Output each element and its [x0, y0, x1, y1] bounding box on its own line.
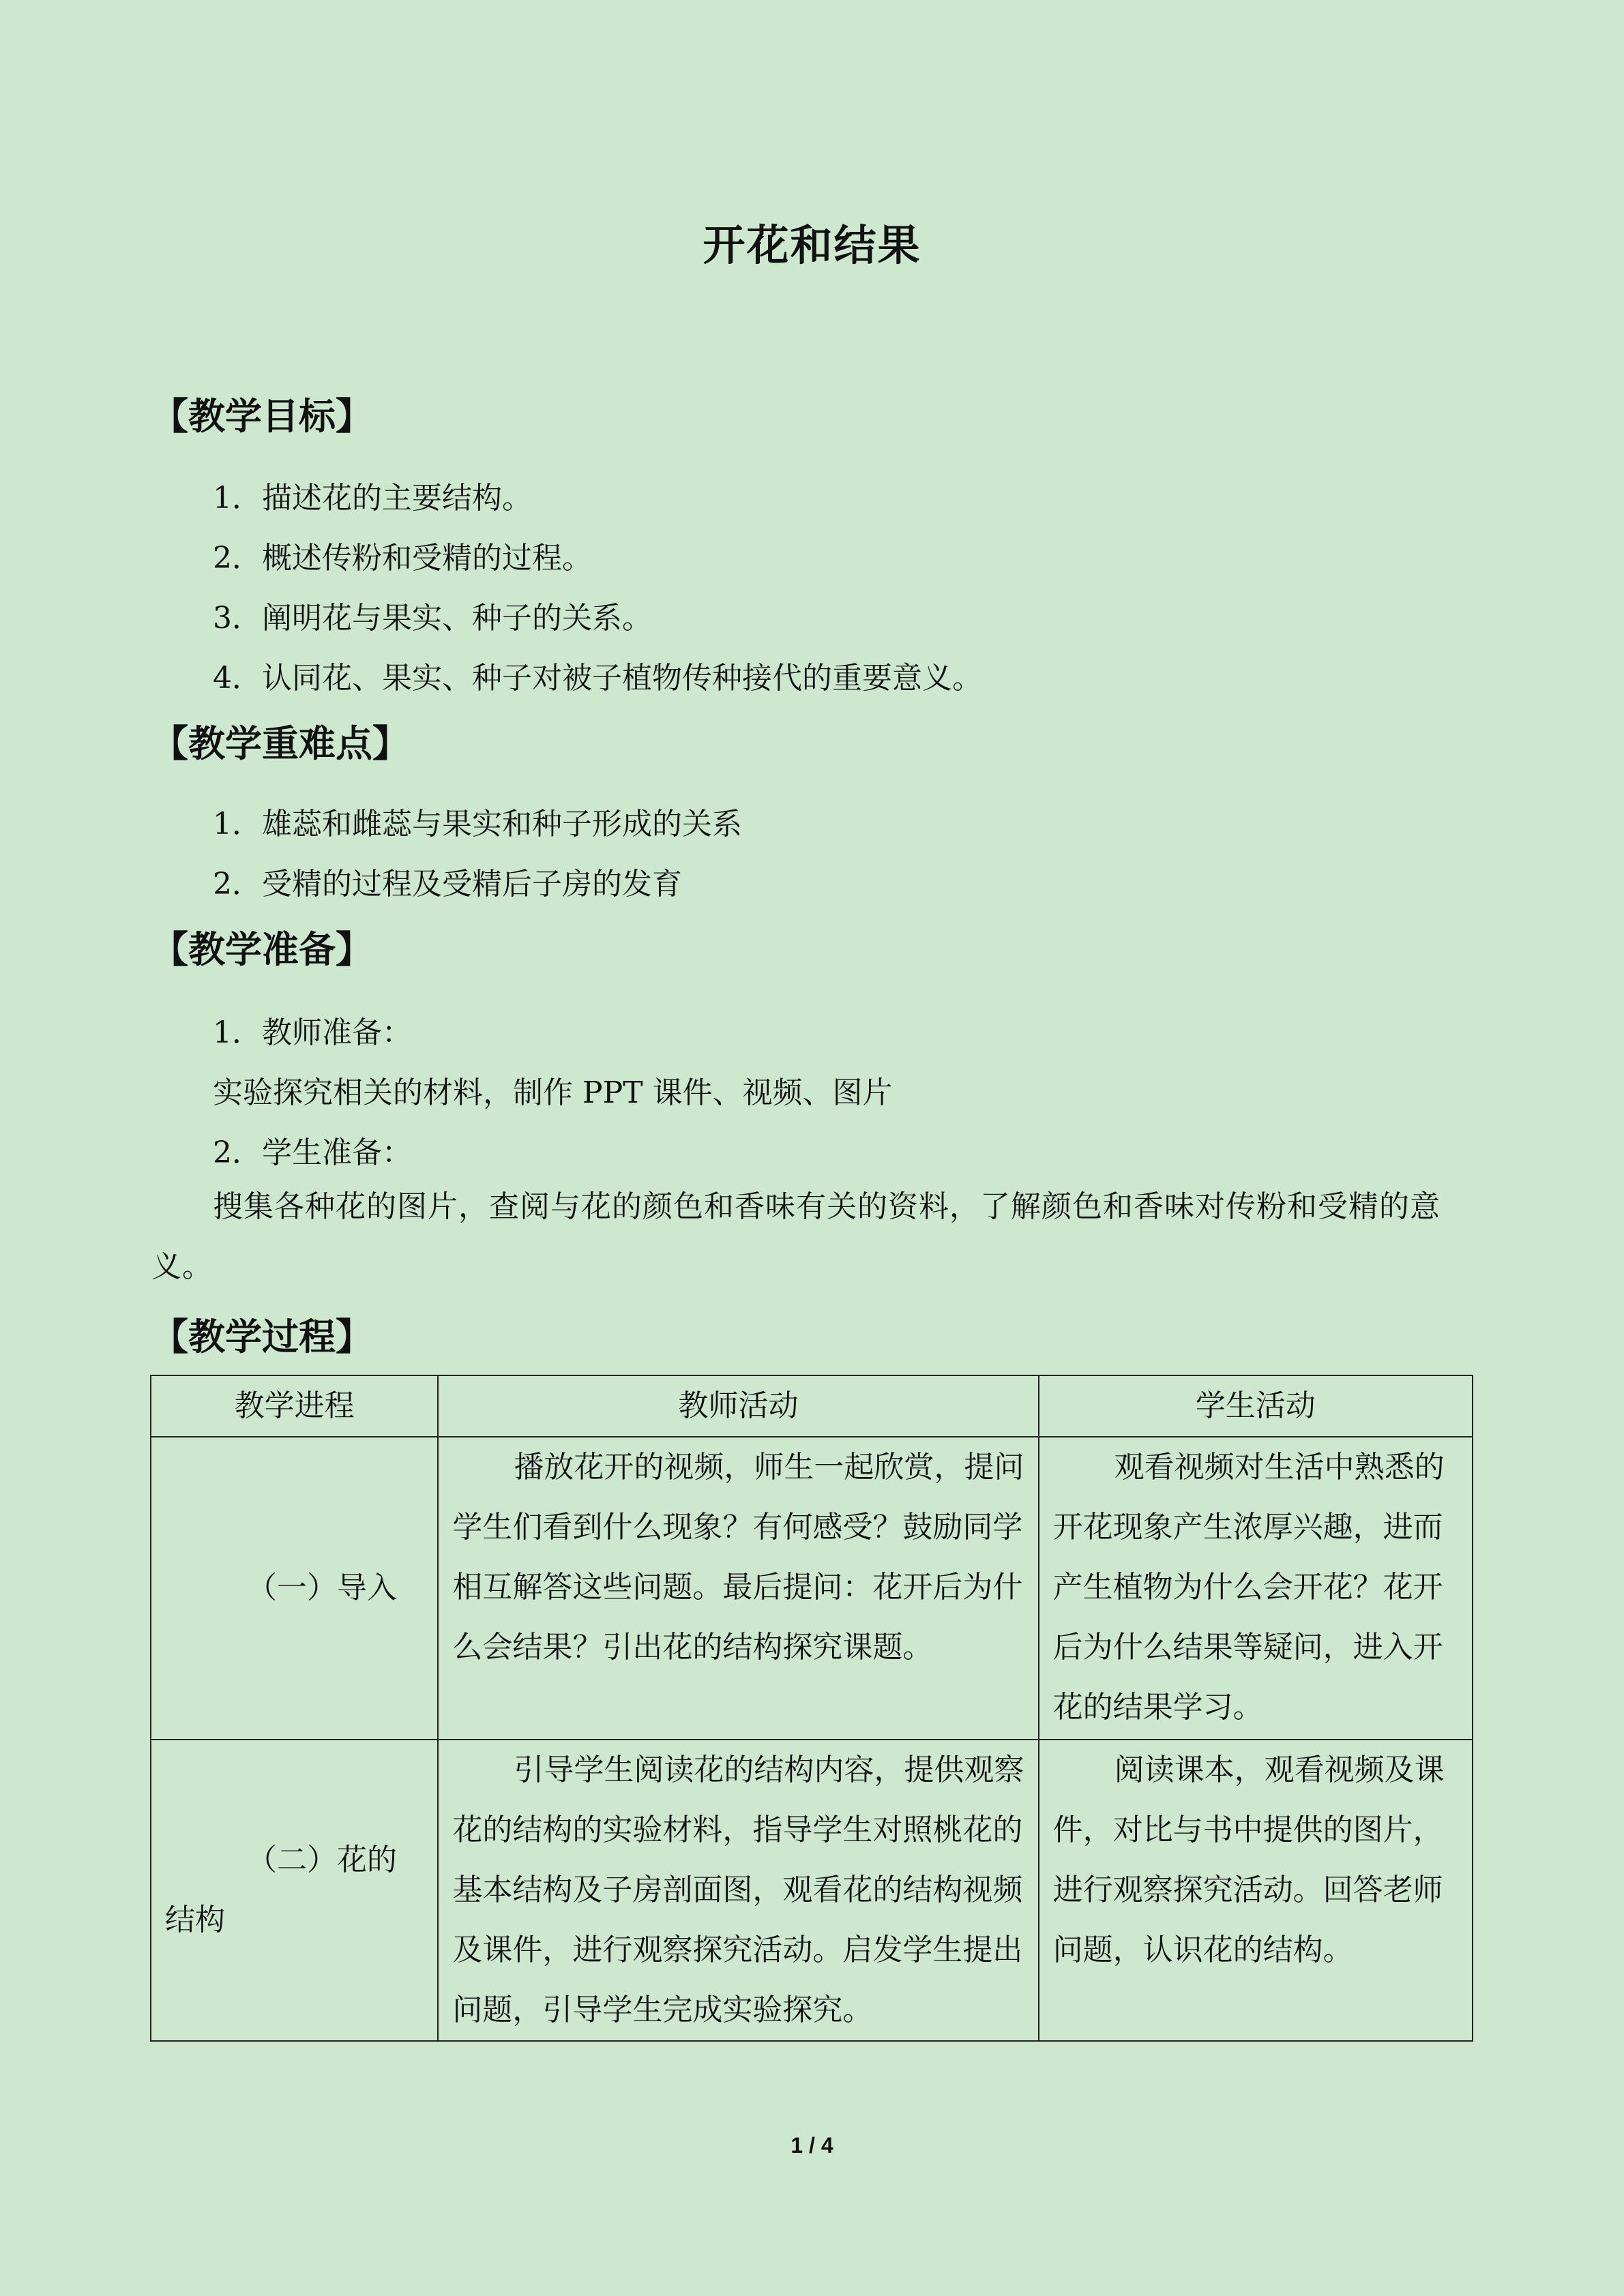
section-heading-key-points: 【教学重难点】 [151, 722, 409, 765]
table-row [151, 1437, 1473, 1740]
goal-item: 1．描述花的主要结构。 [213, 481, 532, 516]
section-heading-process: 【教学过程】 [151, 1315, 372, 1358]
table-header-row [151, 1375, 1473, 1437]
teacher-activity: 播放花开的视频，师生一起欣赏，提问学生们看到什么现象？有何感受？鼓励同学相互解答这些问题。最后提问：花开后为什么会结果？引出花的结构探究课题。 [452, 1450, 1024, 1665]
teacher-prep-text: 实验探究相关的材料，制作 PPT 课件、视频、图片 [213, 1075, 893, 1110]
column-header-stage: 教学进程 [151, 1375, 438, 1437]
section-heading-preparation: 【教学准备】 [151, 928, 372, 971]
student-prep-label: 2．学生准备： [213, 1135, 412, 1170]
goal-item: 4．认同花、果实、种子对被子植物传种接代的重要意义。 [213, 661, 982, 696]
teacher-activity: 引导学生阅读花的结构内容，提供观察花的结构的实验材料，指导学生对照桃花的基本结构及子房剖面图，观看花的结构视频及课件，进行观察探究活动。启发学生提出问题，引导学生完成实验探究。 [452, 1753, 1024, 2027]
teacher-prep-label: 1．教师准备： [213, 1015, 412, 1050]
key-point-item: 2．受精的过程及受精后子房的发育 [213, 867, 682, 901]
student-prep-text: 搜集各种花的图片，查阅与花的颜色和香味有关的资料，了解颜色和香味对传粉和受精的意义。 [151, 1189, 1441, 1284]
column-header-teacher: 教师活动 [438, 1375, 1038, 1437]
key-point-item: 1．雄蕊和雌蕊与果实和种子形成的关系 [213, 807, 742, 841]
page-title: 开花和结果 [703, 220, 921, 270]
section-heading-goals: 【教学目标】 [151, 395, 372, 438]
goal-item: 3．阐明花与果实、种子的关系。 [213, 601, 652, 636]
table-row [151, 1740, 1473, 2041]
process-table [150, 1375, 1473, 2042]
stage-cell: （二）花的结构 [151, 1740, 438, 2041]
stage-cell: （一）导入 [151, 1437, 438, 1740]
student-activity: 阅读课本，观看视频及课件，对比与书中提供的图片，进行观察探究活动。回答老师问题，认识花的结构。 [1052, 1753, 1445, 1967]
student-activity: 观看视频对生活中熟悉的开花现象产生浓厚兴趣，进而产生植物为什么会开花？花开后为什么结果等疑问，进入开花的结果学习。 [1052, 1450, 1445, 1725]
goal-item: 2．概述传粉和受精的过程。 [213, 541, 592, 576]
column-header-student: 学生活动 [1039, 1375, 1473, 1437]
page-number: 1 / 4 [791, 2133, 833, 2158]
